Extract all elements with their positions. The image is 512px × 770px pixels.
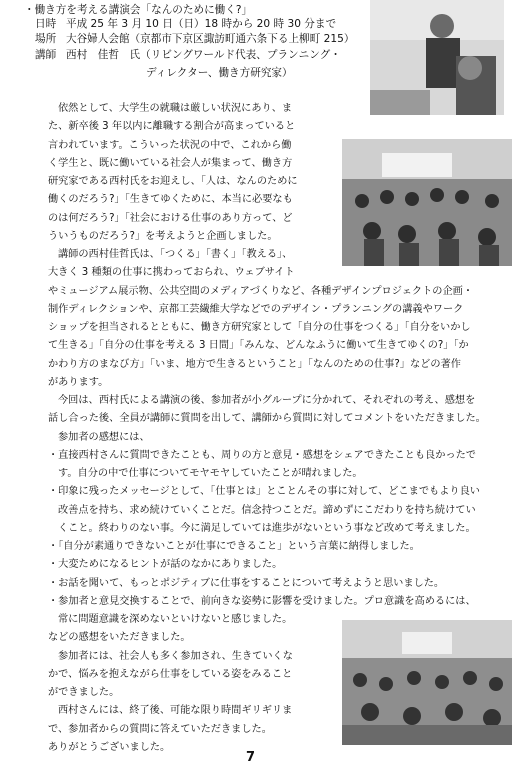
speaker-value-continued: ディレクター、働き方研究家）	[146, 67, 293, 79]
audience-photo-1	[342, 139, 512, 266]
body-line: ・「自分が素通りできないことが仕事にできること」という言葉に納得しました。	[48, 541, 420, 552]
body-line: ういうものだろう?」を考えようと企画しました。	[48, 231, 278, 242]
body-line: 大きく 3 種類の仕事に携わっておられ、ウェブサイト	[48, 267, 295, 278]
body-line: やミュージアム展示物、公共空間のメディアづくりなど、各種デザインプロジェクトの企画・	[48, 286, 474, 297]
body-line: で、参加者からの質問に答えていただきました。	[48, 724, 272, 735]
body-line: 依然として、大学生の就職は厳しい状況にあり、ま	[58, 103, 293, 114]
date-value: 平成 25 年 3 月 10 日（日）18 時から 20 時 30 分まで	[66, 18, 337, 30]
body-line: などの感想をいただきました。	[48, 632, 191, 643]
body-line: 参加者には、社会人も多く参加され、生きていくな	[58, 651, 293, 662]
page-number: 7	[246, 750, 256, 765]
audience-photo-2	[342, 620, 512, 745]
body-line: かわり方のまなび方」「いま、地方で生きるということ」「なんのための仕事?」などの著作	[48, 359, 461, 370]
body-line: 常に問題意識を深めないといけないと感じました。	[58, 614, 293, 625]
place-value: 大谷婦人会館（京都市下京区諏訪町通六条下る上柳町 215）	[66, 33, 355, 45]
body-line: 講師の西村佳哲氏は、「つくる」「書く」「教える」、	[58, 249, 293, 260]
place-label: 場所	[35, 33, 57, 45]
body-line: ・お話を聞いて、もっとポジティブに仕事をすることについて考えようと思いました。	[48, 578, 445, 589]
body-line: ありがとうございました。	[48, 742, 171, 753]
body-line: があります。	[48, 377, 109, 388]
speaker-label: 講師	[35, 49, 57, 61]
body-line: 言われています。こういった状況の中で、これから働	[48, 140, 292, 151]
body-line: 制作ディレクションや、京都工芸繊維大学などでのデザイン・プランニングの講義やワーク	[48, 304, 464, 315]
body-line: 西村さんには、終了後、可能な限り時間ギリギリま	[58, 705, 293, 716]
body-line: ショップを担当されるとともに、働き方研究家として「自分の仕事をつくる」「自分をいかし	[48, 322, 471, 333]
body-line: のは何だろう?」「社会における仕事のあり方って、ど	[48, 213, 293, 224]
body-line: く学生と、既に働いている社会人が集まって、働き方	[48, 158, 293, 169]
body-line: 話し合った後、全員が講師に質問を出して、講師から質問に対してコメントをいただきました。	[48, 413, 486, 424]
body-line: 改善点を持ち、求め続けていくことだ。信念持つことだ。諦めずにこだわりを持ち続けてい	[58, 505, 476, 516]
body-line: て生きる」「自分の仕事を考える 3 日間」「みんな、どんなふうに働いて生きてゆくの?」「か	[48, 340, 469, 351]
body-line: 働くのだろう?」「生きてゆくために、本当に必要なも	[48, 194, 293, 205]
body-line: くこと。終わりのない事。今に満足していては進歩がないという事など改めて考えました。	[58, 523, 476, 534]
body-line: ・直接西村さんに質問できたことも、周りの方と意見・感想をシェアできたことも良かったで	[48, 450, 476, 461]
body-line: す。自分の中で仕事についてモヤモヤしていたことが晴れました。	[58, 468, 363, 479]
body-line: た、新卒後 3 年以内に離職する割合が高まっていると	[48, 121, 296, 132]
body-line: ・参加者と意見交換することで、前向きな姿勢に影響を受けました。プロ意識を高めるには、	[48, 596, 476, 607]
body-line: かで、悩みを抱えながら仕事をしている姿をみること	[48, 669, 293, 680]
speaker-photo	[370, 0, 504, 115]
body-line: 今回は、西村氏による講演の後、参加者が小グループに分かれて、それぞれの考え、感想を	[58, 395, 476, 406]
date-label: 日時	[35, 18, 57, 30]
body-line: 参加者の感想には、	[58, 432, 150, 443]
body-line: 研究家である西村氏をお迎えし、「人は、なんのために	[48, 176, 298, 187]
body-line: ・印象に残ったメッセージとして、「仕事とは」とことんその事に対して、どこまでもより良い	[48, 486, 480, 497]
body-line: ができました。	[48, 687, 120, 698]
lecture-title: ・働き方を考える講演会「なんのために働く?」	[24, 4, 253, 16]
speaker-value: 西村 佳哲 氏（リビングワールド代表、プランニング・	[66, 49, 341, 61]
body-line: ・大変ためになるヒントが話のなかにありました。	[48, 559, 283, 570]
